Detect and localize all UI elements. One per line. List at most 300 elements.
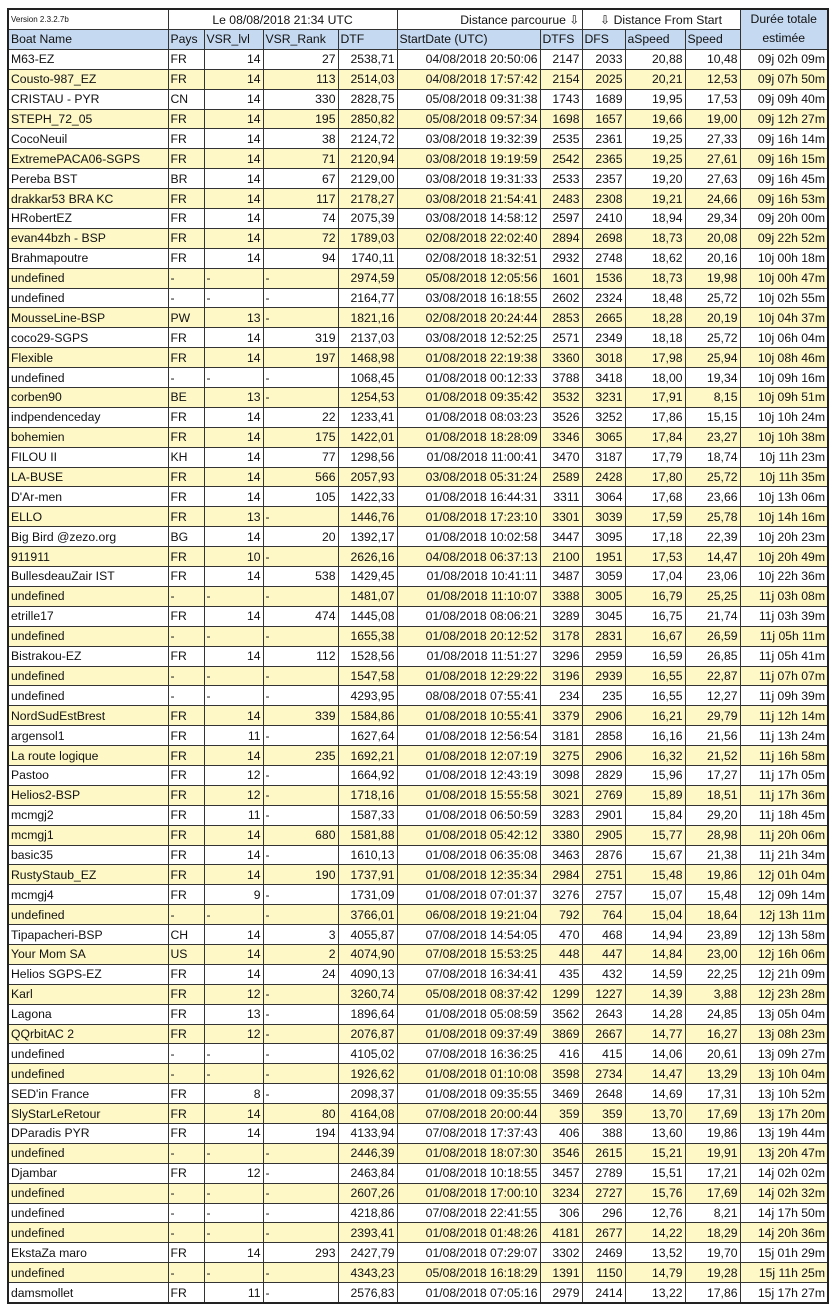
table-row[interactable]	[8, 746, 828, 766]
cell-dtfs: 3463	[540, 845, 582, 865]
cell-dtf: 2538,71	[338, 49, 397, 69]
table-row[interactable]	[8, 1004, 828, 1024]
cell-dtf: 2974,59	[338, 268, 397, 288]
cell-dtfs: 3311	[540, 487, 582, 507]
cell-dtfs: 3346	[540, 427, 582, 447]
table-row[interactable]	[8, 1044, 828, 1064]
cell-boat-name: mcmgj2	[8, 805, 168, 825]
cell-dtfs: 3388	[540, 586, 582, 606]
cell-speed: 25,94	[685, 348, 740, 368]
cell-vsr-lvl: 14	[204, 447, 263, 467]
cell-speed: 21,52	[685, 746, 740, 766]
table-row[interactable]	[8, 785, 828, 805]
table-row[interactable]	[8, 706, 828, 726]
cell-aspeed: 15,89	[625, 785, 685, 805]
cell-start-date: 03/08/2018 16:18:55	[397, 288, 540, 308]
cell-speed: 23,00	[685, 944, 740, 964]
table-row[interactable]	[8, 1223, 828, 1243]
cell-dfs: 2698	[582, 228, 625, 248]
cell-duree: 10j 11h 35m	[740, 467, 828, 487]
cell-dtf: 2075,39	[338, 209, 397, 229]
cell-start-date: 01/08/2018 16:44:31	[397, 487, 540, 507]
table-row[interactable]	[8, 427, 828, 447]
cell-pays: FR	[168, 746, 204, 766]
cell-dtfs: 1299	[540, 984, 582, 1004]
cell-dtfs: 359	[540, 1104, 582, 1124]
cell-start-date: 05/08/2018 09:57:34	[397, 109, 540, 129]
cell-duree: 11j 13h 24m	[740, 726, 828, 746]
cell-duree: 13j 10h 52m	[740, 1084, 828, 1104]
table-row[interactable]	[8, 169, 828, 189]
table-row[interactable]	[8, 1104, 828, 1124]
cell-dfs: 2876	[582, 845, 625, 865]
cell-boat-name: undefined	[8, 1044, 168, 1064]
cell-speed: 24,85	[685, 1004, 740, 1024]
cell-dfs: 2906	[582, 706, 625, 726]
cell-dtf: 2164,77	[338, 288, 397, 308]
cell-aspeed: 15,21	[625, 1143, 685, 1163]
table-row[interactable]	[8, 646, 828, 666]
cell-vsr-rank: -	[263, 586, 338, 606]
cell-dtfs: 3487	[540, 567, 582, 587]
cell-duree: 15j 01h 29m	[740, 1243, 828, 1263]
cell-aspeed: 12,76	[625, 1203, 685, 1223]
table-row[interactable]	[8, 308, 828, 328]
cell-dfs: 2751	[582, 865, 625, 885]
cell-dtf: 1446,76	[338, 507, 397, 527]
cell-speed: 18,29	[685, 1223, 740, 1243]
cell-vsr-lvl: 14	[204, 706, 263, 726]
cell-dtfs: 3598	[540, 1064, 582, 1084]
table-row[interactable]	[8, 467, 828, 487]
cell-boat-name: CocoNeuil	[8, 129, 168, 149]
cell-dfs: 2667	[582, 1024, 625, 1044]
column-header-pays[interactable]: Pays	[168, 30, 204, 50]
table-row[interactable]	[8, 1123, 828, 1143]
table-row[interactable]	[8, 1024, 828, 1044]
table-row[interactable]	[8, 666, 828, 686]
cell-duree: 13j 19h 44m	[740, 1123, 828, 1143]
cell-vsr-lvl: 12	[204, 765, 263, 785]
table-row[interactable]	[8, 1183, 828, 1203]
cell-dtfs: 3181	[540, 726, 582, 746]
cell-pays: FR	[168, 49, 204, 69]
cell-pays: FR	[168, 328, 204, 348]
cell-vsr-rank: 74	[263, 209, 338, 229]
cell-pays: FR	[168, 964, 204, 984]
cell-dtf: 1731,09	[338, 885, 397, 905]
cell-vsr-rank: 105	[263, 487, 338, 507]
cell-start-date: 06/08/2018 19:21:04	[397, 905, 540, 925]
cell-start-date: 01/08/2018 10:18:55	[397, 1163, 540, 1183]
cell-aspeed: 19,66	[625, 109, 685, 129]
cell-start-date: 01/08/2018 00:12:33	[397, 368, 540, 388]
cell-boat-name: undefined	[8, 686, 168, 706]
cell-duree: 10j 02h 55m	[740, 288, 828, 308]
cell-vsr-rank: 38	[263, 129, 338, 149]
cell-start-date: 01/08/2018 01:10:08	[397, 1064, 540, 1084]
table-row[interactable]	[8, 1203, 828, 1223]
cell-boat-name: undefined	[8, 1183, 168, 1203]
table-row[interactable]	[8, 586, 828, 606]
cell-aspeed: 13,60	[625, 1123, 685, 1143]
table-row[interactable]	[8, 447, 828, 467]
cell-start-date: 01/08/2018 11:51:27	[397, 646, 540, 666]
cell-pays: FR	[168, 805, 204, 825]
cell-duree: 09j 02h 09m	[740, 49, 828, 69]
cell-speed: 18,74	[685, 447, 740, 467]
cell-dtfs: 1391	[540, 1263, 582, 1283]
cell-dfs: 3252	[582, 407, 625, 427]
cell-dtf: 2463,84	[338, 1163, 397, 1183]
table-row[interactable]	[8, 189, 828, 209]
cell-boat-name: drakkar53 BRA KC	[8, 189, 168, 209]
cell-start-date: 01/08/2018 12:35:34	[397, 865, 540, 885]
table-row[interactable]	[8, 368, 828, 388]
table-row[interactable]	[8, 1064, 828, 1084]
cell-aspeed: 18,73	[625, 228, 685, 248]
cell-dfs: 415	[582, 1044, 625, 1064]
cell-vsr-lvl: 12	[204, 1024, 263, 1044]
cell-dtfs: 3379	[540, 706, 582, 726]
cell-speed: 21,56	[685, 726, 740, 746]
cell-speed: 22,39	[685, 527, 740, 547]
cell-pays: FR	[168, 1283, 204, 1303]
cell-start-date: 03/08/2018 21:54:41	[397, 189, 540, 209]
cell-duree: 11j 12h 14m	[740, 706, 828, 726]
cell-boat-name: Your Mom SA	[8, 944, 168, 964]
table-row[interactable]	[8, 964, 828, 984]
cell-pays: FR	[168, 228, 204, 248]
column-header-dtf[interactable]: DTF	[338, 30, 397, 50]
cell-vsr-lvl: -	[204, 1183, 263, 1203]
cell-boat-name: undefined	[8, 368, 168, 388]
table-row[interactable]	[8, 149, 828, 169]
cell-start-date: 03/08/2018 14:58:12	[397, 209, 540, 229]
cell-boat-name: mcmgj4	[8, 885, 168, 905]
cell-duree: 10j 06h 04m	[740, 328, 828, 348]
cell-vsr-lvl: 14	[204, 407, 263, 427]
cell-speed: 25,25	[685, 586, 740, 606]
cell-aspeed: 17,59	[625, 507, 685, 527]
cell-pays: BR	[168, 169, 204, 189]
table-row[interactable]	[8, 606, 828, 626]
snapshot-date: Le 08/08/2018 21:34 UTC	[168, 9, 397, 30]
cell-dtfs: 2589	[540, 467, 582, 487]
cell-dfs: 388	[582, 1123, 625, 1143]
cell-dtf: 1581,88	[338, 825, 397, 845]
cell-speed: 23,06	[685, 567, 740, 587]
cell-duree: 13j 20h 47m	[740, 1143, 828, 1163]
cell-speed: 22,87	[685, 666, 740, 686]
cell-boat-name: Karl	[8, 984, 168, 1004]
table-row[interactable]	[8, 547, 828, 567]
cell-vsr-lvl: -	[204, 288, 263, 308]
cell-dtfs: 3178	[540, 626, 582, 646]
column-header-boat-name[interactable]: Boat Name	[8, 30, 168, 50]
duree-header[interactable]	[740, 9, 828, 49]
cell-dfs: 2324	[582, 288, 625, 308]
cell-duree: 09j 16h 53m	[740, 189, 828, 209]
column-header-vsr-lvl[interactable]: VSR_lvl	[204, 30, 263, 50]
cell-dtfs: 3301	[540, 507, 582, 527]
cell-boat-name: undefined	[8, 288, 168, 308]
table-row[interactable]	[8, 248, 828, 268]
cell-boat-name: Bistrakou-EZ	[8, 646, 168, 666]
cell-speed: 23,27	[685, 427, 740, 447]
cell-duree: 11j 03h 08m	[740, 586, 828, 606]
cell-pays: FR	[168, 149, 204, 169]
cell-start-date: 01/08/2018 17:00:10	[397, 1183, 540, 1203]
cell-duree: 09j 07h 50m	[740, 69, 828, 89]
cell-dtfs: 3380	[540, 825, 582, 845]
table-row[interactable]	[8, 268, 828, 288]
cell-pays: -	[168, 686, 204, 706]
cell-dtf: 1468,98	[338, 348, 397, 368]
cell-aspeed: 19,21	[625, 189, 685, 209]
table-row[interactable]	[8, 348, 828, 368]
table-row[interactable]	[8, 825, 828, 845]
cell-aspeed: 15,67	[625, 845, 685, 865]
cell-dfs: 2727	[582, 1183, 625, 1203]
cell-aspeed: 17,68	[625, 487, 685, 507]
table-row[interactable]	[8, 626, 828, 646]
cell-dtf: 1740,11	[338, 248, 397, 268]
cell-pays: -	[168, 1223, 204, 1243]
cell-vsr-rank: -	[263, 765, 338, 785]
column-header-speed[interactable]: Speed	[685, 30, 740, 50]
cell-vsr-rank: 339	[263, 706, 338, 726]
cell-speed: 20,19	[685, 308, 740, 328]
cell-vsr-rank: 175	[263, 427, 338, 447]
cell-aspeed: 17,18	[625, 527, 685, 547]
cell-vsr-lvl: 13	[204, 507, 263, 527]
cell-pays: BG	[168, 527, 204, 547]
cell-vsr-rank: 566	[263, 467, 338, 487]
cell-pays: FR	[168, 885, 204, 905]
cell-duree: 14j 02h 02m	[740, 1163, 828, 1183]
table-row[interactable]	[8, 1263, 828, 1283]
cell-boat-name: SED'in France	[8, 1084, 168, 1104]
cell-boat-name: D'Ar-men	[8, 487, 168, 507]
cell-vsr-lvl: 14	[204, 209, 263, 229]
cell-vsr-rank: -	[263, 1183, 338, 1203]
cell-dtfs: 3283	[540, 805, 582, 825]
cell-dfs: 2469	[582, 1243, 625, 1263]
cell-speed: 17,69	[685, 1183, 740, 1203]
column-header-dtfs[interactable]: DTFS	[540, 30, 582, 50]
table-row[interactable]	[8, 845, 828, 865]
table-row[interactable]	[8, 388, 828, 408]
cell-boat-name: undefined	[8, 268, 168, 288]
column-header-start-date[interactable]: StartDate (UTC)	[397, 30, 540, 50]
table-row[interactable]	[8, 507, 828, 527]
table-row[interactable]	[8, 487, 828, 507]
table-row[interactable]	[8, 328, 828, 348]
cell-aspeed: 19,95	[625, 89, 685, 109]
table-row[interactable]	[8, 1084, 828, 1104]
cell-vsr-lvl: 14	[204, 169, 263, 189]
table-row[interactable]	[8, 944, 828, 964]
table-row[interactable]	[8, 567, 828, 587]
cell-duree: 09j 16h 45m	[740, 169, 828, 189]
cell-boat-name: Helios2-BSP	[8, 785, 168, 805]
cell-boat-name: indpendenceday	[8, 407, 168, 427]
table-row[interactable]	[8, 686, 828, 706]
cell-dfs: 2308	[582, 189, 625, 209]
cell-dtf: 2393,41	[338, 1223, 397, 1243]
cell-dfs: 359	[582, 1104, 625, 1124]
cell-aspeed: 14,22	[625, 1223, 685, 1243]
cell-speed: 25,72	[685, 467, 740, 487]
cell-start-date: 08/08/2018 07:55:41	[397, 686, 540, 706]
cell-boat-name: undefined	[8, 586, 168, 606]
cell-dtfs: 3021	[540, 785, 582, 805]
cell-vsr-rank: -	[263, 1223, 338, 1243]
column-header-vsr-rank[interactable]: VSR_Rank	[263, 30, 338, 50]
cell-pays: FR	[168, 606, 204, 626]
cell-speed: 20,61	[685, 1044, 740, 1064]
cell-duree: 09j 16h 15m	[740, 149, 828, 169]
cell-vsr-rank: 80	[263, 1104, 338, 1124]
cell-boat-name: etrille17	[8, 606, 168, 626]
table-row[interactable]	[8, 726, 828, 746]
cell-dtfs: 3447	[540, 527, 582, 547]
cell-vsr-lvl: 14	[204, 467, 263, 487]
cell-speed: 19,91	[685, 1143, 740, 1163]
table-row[interactable]	[8, 765, 828, 785]
cell-boat-name: 911911	[8, 547, 168, 567]
cell-vsr-rank: 538	[263, 567, 338, 587]
cell-vsr-rank: 197	[263, 348, 338, 368]
version-label: Version 2.3.2.7b	[8, 9, 168, 30]
cell-start-date: 01/08/2018 06:50:59	[397, 805, 540, 825]
table-row[interactable]	[8, 527, 828, 547]
cell-speed: 14,47	[685, 547, 740, 567]
cell-aspeed: 18,18	[625, 328, 685, 348]
cell-speed: 15,15	[685, 407, 740, 427]
cell-dtfs: 306	[540, 1203, 582, 1223]
table-row[interactable]	[8, 49, 828, 69]
column-header-aspeed[interactable]: aSpeed	[625, 30, 685, 50]
cell-vsr-lvl: -	[204, 1143, 263, 1163]
table-row[interactable]	[8, 865, 828, 885]
cell-pays: FR	[168, 1084, 204, 1104]
table-row[interactable]	[8, 109, 828, 129]
distance-from-start-header[interactable]: ⇩ Distance From Start	[582, 9, 740, 30]
cell-dtf: 1718,16	[338, 785, 397, 805]
cell-start-date: 01/08/2018 18:07:30	[397, 1143, 540, 1163]
cell-speed: 19,70	[685, 1243, 740, 1263]
table-row[interactable]	[8, 288, 828, 308]
cell-start-date: 02/08/2018 20:24:44	[397, 308, 540, 328]
cell-speed: 17,69	[685, 1104, 740, 1124]
cell-dfs: 2906	[582, 746, 625, 766]
cell-speed: 13,29	[685, 1064, 740, 1084]
table-row[interactable]	[8, 228, 828, 248]
cell-duree: 10j 00h 47m	[740, 268, 828, 288]
table-row[interactable]	[8, 407, 828, 427]
cell-pays: -	[168, 905, 204, 925]
cell-duree: 12j 16h 06m	[740, 944, 828, 964]
cell-boat-name: basic35	[8, 845, 168, 865]
cell-vsr-rank: 330	[263, 89, 338, 109]
table-row[interactable]	[8, 1143, 828, 1163]
cell-duree: 11j 05h 41m	[740, 646, 828, 666]
cell-start-date: 05/08/2018 09:31:38	[397, 89, 540, 109]
cell-vsr-lvl: -	[204, 1203, 263, 1223]
cell-start-date: 07/08/2018 17:37:43	[397, 1123, 540, 1143]
cell-pays: FR	[168, 1004, 204, 1024]
cell-dtf: 1528,56	[338, 646, 397, 666]
cell-vsr-lvl: 14	[204, 189, 263, 209]
table-row[interactable]	[8, 805, 828, 825]
cell-vsr-lvl: 13	[204, 308, 263, 328]
cell-vsr-rank: 112	[263, 646, 338, 666]
cell-speed: 27,63	[685, 169, 740, 189]
table-row[interactable]	[8, 984, 828, 1004]
distance-parcourue-header[interactable]: Distance parcourue ⇩	[397, 9, 582, 30]
cell-speed: 24,66	[685, 189, 740, 209]
cell-speed: 20,08	[685, 228, 740, 248]
cell-start-date: 01/08/2018 11:10:07	[397, 586, 540, 606]
column-header-dfs[interactable]: DFS	[582, 30, 625, 50]
cell-pays: -	[168, 1143, 204, 1163]
table-row[interactable]	[8, 129, 828, 149]
cell-speed: 21,38	[685, 845, 740, 865]
cell-vsr-lvl: 14	[204, 1243, 263, 1263]
cell-dtfs: 435	[540, 964, 582, 984]
cell-vsr-rank: -	[263, 1263, 338, 1283]
cell-dtf: 2120,94	[338, 149, 397, 169]
table-row[interactable]	[8, 89, 828, 109]
cell-duree: 11j 17h 05m	[740, 765, 828, 785]
cell-vsr-lvl: 14	[204, 964, 263, 984]
cell-dfs: 3095	[582, 527, 625, 547]
cell-speed: 22,25	[685, 964, 740, 984]
table-row[interactable]	[8, 885, 828, 905]
cell-boat-name: Flexible	[8, 348, 168, 368]
cell-duree: 11j 21h 34m	[740, 845, 828, 865]
cell-vsr-rank: 27	[263, 49, 338, 69]
cell-pays: FR	[168, 407, 204, 427]
cell-dtf: 2576,83	[338, 1283, 397, 1303]
cell-dtf: 1789,03	[338, 228, 397, 248]
cell-pays: FR	[168, 646, 204, 666]
cell-dfs: 3059	[582, 567, 625, 587]
cell-boat-name: QQrbitAC 2	[8, 1024, 168, 1044]
cell-speed: 25,72	[685, 328, 740, 348]
cell-boat-name: Big Bird @zezo.org	[8, 527, 168, 547]
cell-dtf: 1422,01	[338, 427, 397, 447]
table-row[interactable]	[8, 69, 828, 89]
table-row[interactable]	[8, 1243, 828, 1263]
cell-vsr-lvl: -	[204, 368, 263, 388]
table-row[interactable]	[8, 925, 828, 945]
cell-vsr-rank: -	[263, 388, 338, 408]
table-row[interactable]	[8, 1283, 828, 1303]
duree-header-line1: Durée totale	[750, 12, 817, 27]
cell-aspeed: 14,94	[625, 925, 685, 945]
table-row[interactable]	[8, 1163, 828, 1183]
table-row[interactable]	[8, 905, 828, 925]
cell-duree: 14j 17h 50m	[740, 1203, 828, 1223]
cell-duree: 10j 14h 16m	[740, 507, 828, 527]
cell-aspeed: 15,84	[625, 805, 685, 825]
table-row[interactable]	[8, 209, 828, 229]
cell-pays: KH	[168, 447, 204, 467]
cell-speed: 17,27	[685, 765, 740, 785]
